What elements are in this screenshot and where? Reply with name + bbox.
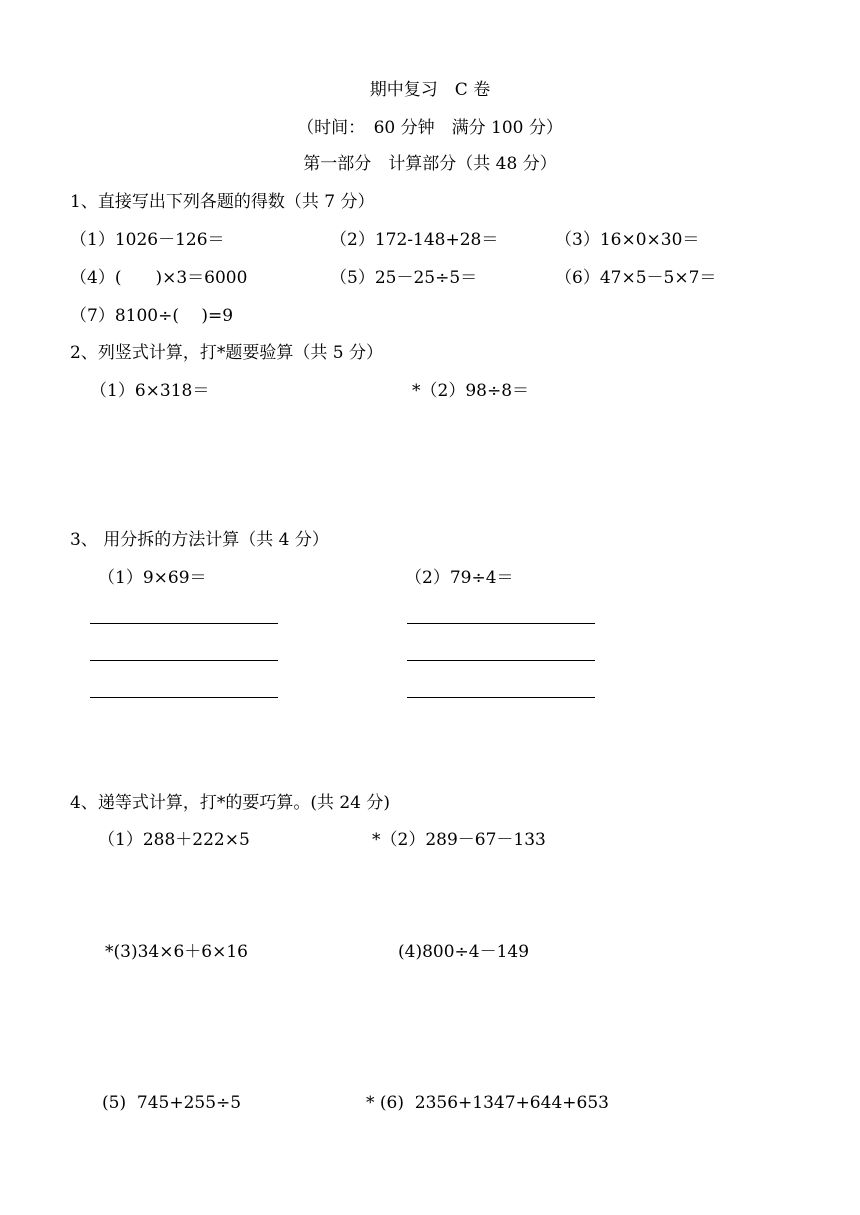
question-1-4: （4）( )×3＝6000 [70,268,248,288]
question-2-2: *（2）98÷8＝ [412,381,530,401]
question-1-5: （5）25－25÷5＝ [330,268,478,288]
question-4-1: （1）288＋222×5 [98,830,250,850]
question-1-1: （1）1026－126＝ [70,230,225,250]
question-1-3: （3）16×0×30＝ [555,230,700,250]
section3-heading: 3、 用分拆的方法计算（共 4 分） [70,530,329,550]
section1-heading: 1、直接写出下列各题的得数（共 7 分） [70,192,375,212]
part-title: 第一部分 计算部分（共 48 分） [303,154,557,174]
question-2-1: （1）6×318＝ [90,381,210,401]
section4-heading: 4、递等式计算，打*的要巧算。(共 24 分) [70,793,391,813]
question-4-3: *(3)34×6＋6×16 [105,942,248,962]
answer-line [90,660,278,661]
question-4-6: * (6) 2356+1347+644+653 [366,1093,609,1113]
answer-line [90,697,278,698]
answer-line [407,660,595,661]
question-1-6: （6）47×5－5×7＝ [555,268,717,288]
question-4-2: *（2）289－67－133 [372,830,546,850]
question-1-2: （2）172-148+28＝ [330,230,499,250]
question-3-1: （1）9×69＝ [98,568,207,588]
question-3-2: （2）79÷4＝ [405,568,514,588]
section2-heading: 2、列竖式计算，打*题要验算（共 5 分） [70,343,383,363]
answer-line [90,623,278,624]
question-1-7: （7）8100÷( )=9 [70,306,234,326]
answer-line [407,697,595,698]
page-subtitle: （时间： 60 分钟 满分 100 分） [297,118,563,138]
question-4-4: (4)800÷4－149 [398,942,530,962]
page-title: 期中复习 C 卷 [369,80,491,100]
answer-line [407,623,595,624]
question-4-5: (5) 745+255÷5 [102,1093,242,1113]
